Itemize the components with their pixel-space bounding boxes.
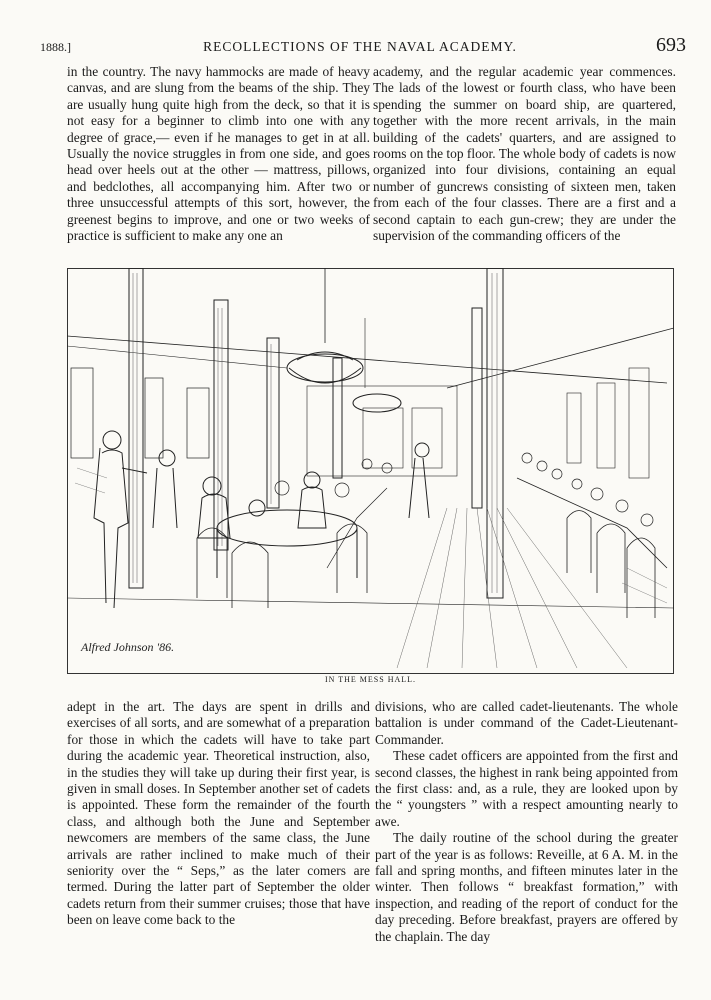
running-head: [40, 34, 686, 58]
header-year: 1888.]: [40, 40, 71, 54]
header-title: RECOLLECTIONS OF THE NAVAL ACADEMY.: [203, 39, 517, 54]
column-top-right: [373, 64, 676, 244]
page-number: 693: [656, 34, 686, 56]
paragraph: The daily routine of the school during the greater part of the year is as follows: Reveille, at 6 A. M. in the fall and spring months, and fifteen minutes later in the winter. Then follows “ breakfast formation,” with inspection, and reading of the report of conduct for the day preceding. Before breakfast, prayers are offered by the chaplain. The day: [375, 830, 678, 944]
mess-hall-illustration: [67, 268, 674, 674]
figure-caption: IN THE MESS HALL.: [324, 675, 417, 684]
column-bottom-right: [375, 699, 678, 945]
paragraph: academy, and the regular academic year commences. The lads of the lowest or fourth class, who have been spending the summer on board ship, are quartered, together with the more recent arrivals, in the main building of the cadets' quarters, and are assigned to rooms on the top floor. The whole body of cadets is now organized into four divisions, containing an equal number of guncrews consisting of sixteen men, taken from each of the four classes. There are a first and a second captain to each gun-crew; they are under the supervision of the commanding officers of the: [373, 64, 676, 244]
column-bottom-left: [67, 699, 370, 929]
paragraph: These cadet officers are appointed from the first and second classes, the highest in rank being appointed from the first class: and, as a rule, they are looked upon by the “ youngsters ” with a respect amounting nearly to awe.: [375, 748, 678, 829]
paragraph: in the country. The navy hammocks are made of heavy canvas, and are slung from the beams of the ship. They are usually hung quite high from the deck, so that it is not easy for a beginner to climb into one with any degree of grace,— even if he manages to get in at all. Usually the novice struggles in from one side, and goes head over heels out at the other — mattress, pillows, and bedclothes, all accompanying him. After two or three unsuccessful attempts of this sort, however, the greenest begins to improve, and one or two weeks of practice is sufficient to make any one an: [67, 64, 370, 244]
paragraph: adept in the art. The days are spent in drills and exercises of all sorts, and are somewhat of a preparation for those in which the cadets will have to take part during the academic year. Theoretical instruction, also, in the studies they will take up during their first year, is given in small doses. In September another set of cadets is appointed. These form the remainder of the fourth class, and although both the June and September newcomers are members of the same class, the June arrivals are rather inclined to make much of their seniority over the “ Seps,” as the later comers are termed. During the latter part of September the older cadets return from their summer cruises; those that have been on leave come back to the: [67, 699, 370, 928]
column-top-left: [67, 64, 370, 244]
paragraph: divisions, who are called cadet-lieutenants. The whole battalion is under command of the Cadet-Lieutenant-Commander.: [375, 699, 678, 747]
artist-signature: Alfred Johnson '86.: [81, 640, 175, 654]
